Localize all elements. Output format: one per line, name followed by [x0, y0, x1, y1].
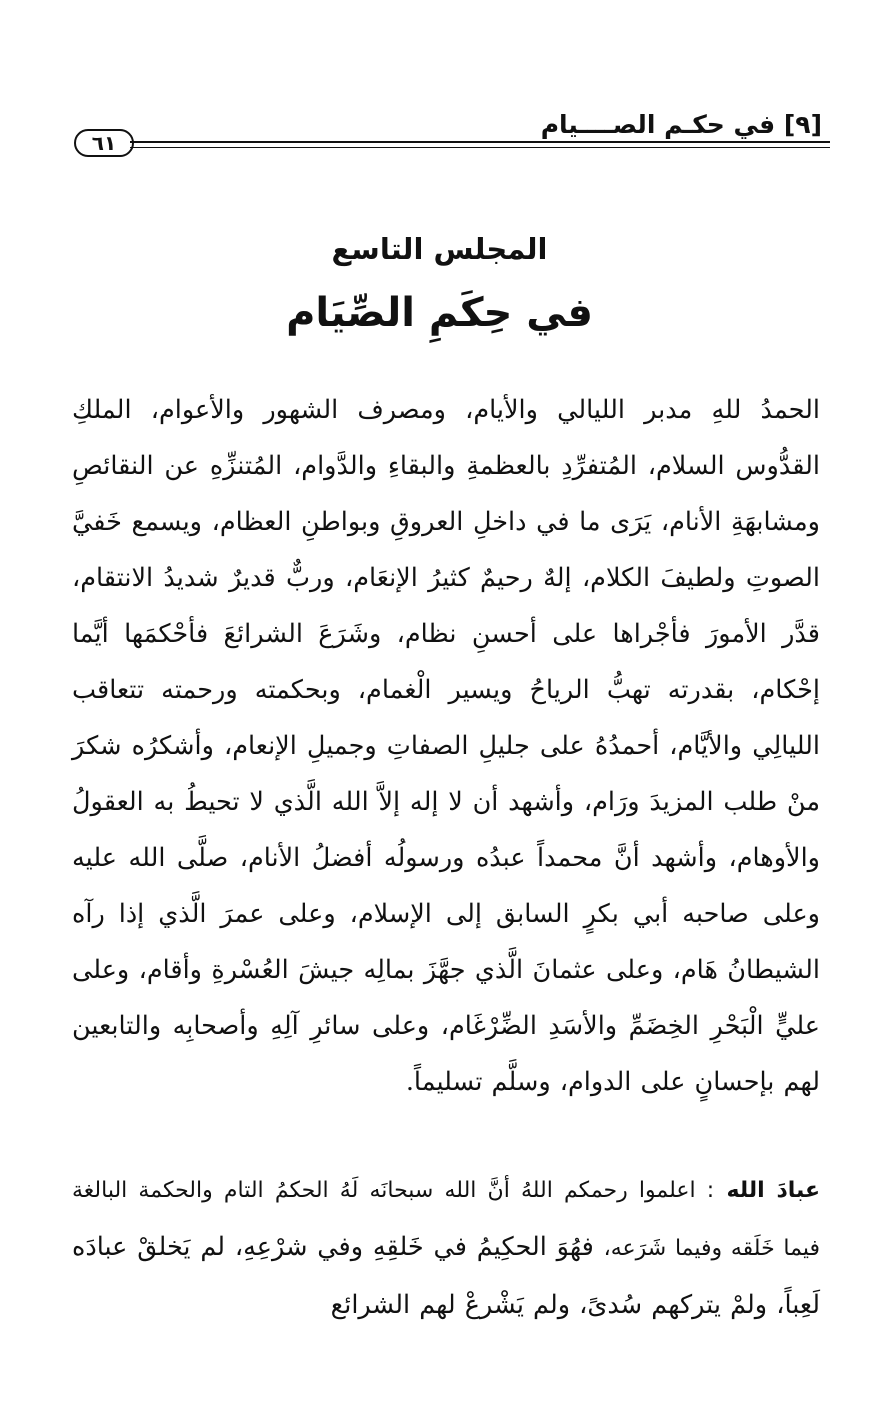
page-number: ٦١ — [74, 129, 134, 157]
header-title: [٩] في حكـم الصــــيام — [540, 110, 822, 139]
paragraph-continuation: فهُوَ الحكِيمُ في خَلقِهِ وفي شرْعِهِ، لم يَخلقْ عبادَه لَعِباً، ولمْ يتركهم سُدىً، ولم يَشْرعْ لهم الشرائع — [72, 1232, 820, 1320]
chapter-label: المجلس التاسع — [331, 232, 548, 266]
running-header — [72, 100, 830, 156]
second-paragraph — [72, 1161, 820, 1333]
paragraph-lead: عبادَ الله — [726, 1178, 821, 1203]
header-rule — [130, 141, 830, 143]
chapter-title: في حِكَمِ الصِّيَام — [286, 290, 593, 336]
paragraph-quote: : اعلموا رحمكم اللهُ أنَّ الله سبحانَه لَهُ الحكمُ التام والحكمة البالغة فيما خَلَقه وفيما شَرَعه، — [72, 1178, 820, 1261]
header-rule-thin — [130, 147, 830, 148]
opening-paragraph: الحمدُ للهِ مدبر الليالي والأيام، ومصرف الشهور والأعوام، الملكِ القدُّوس السلام، المُتفرِّدِ بالعظمةِ والبقاءِ والدَّوام، المُتنزِّهِ عن النقائصِ ومشابهَةِ الأنام، يَرَى ما في داخلِ العروقِ وبواطنِ العظام، ويسمع خَفيَّ الصوتِ ولطيفَ الكلام، إلهٌ رحيمٌ كثيرُ الإنعَام، وربٌّ قديرٌ شديدُ الانتقام، قدَّر الأمورَ فأجْراها على أحسنِ نظام، وشَرَعَ الشرائعَ فأحْكمَها أيَّما إحْكام، بقدرته تهبُّ الرياحُ ويسير الْغمام، وبحكمته ورحمته تتعاقب الليالِي والأيَّام، أحمدُهُ على جليلِ الصفاتِ وجميلِ الإنعام، وأشكرُه شكرَ منْ طلب المزيدَ ورَام، وأشهد أن لا إله إلاَّ الله الَّذي لا تحيطُ به العقولُ والأوهام، وأشهد أنَّ محمداً عبدُه ورسولُه أفضلُ الأنام، صلَّى الله عليه وعلى صاحبه أبي بكرٍ السابق إلى الإسلام، وعلى عمرَ الَّذي إذا رآه الشيطانُ هَام، وعلى عثمانَ الَّذي جهَّزَ بمالِه جيشَ العُسْرةِ وأقام، وعلى عليٍّ الْبَحْرِ الخِضَمِّ والأسَدِ الضِّرْغَام، وعلى سائرِ آلِهِ وأصحابِه والتابعين لهم بإحسانٍ على الدوام، وسلَّم تسليماً. — [72, 395, 820, 1097]
